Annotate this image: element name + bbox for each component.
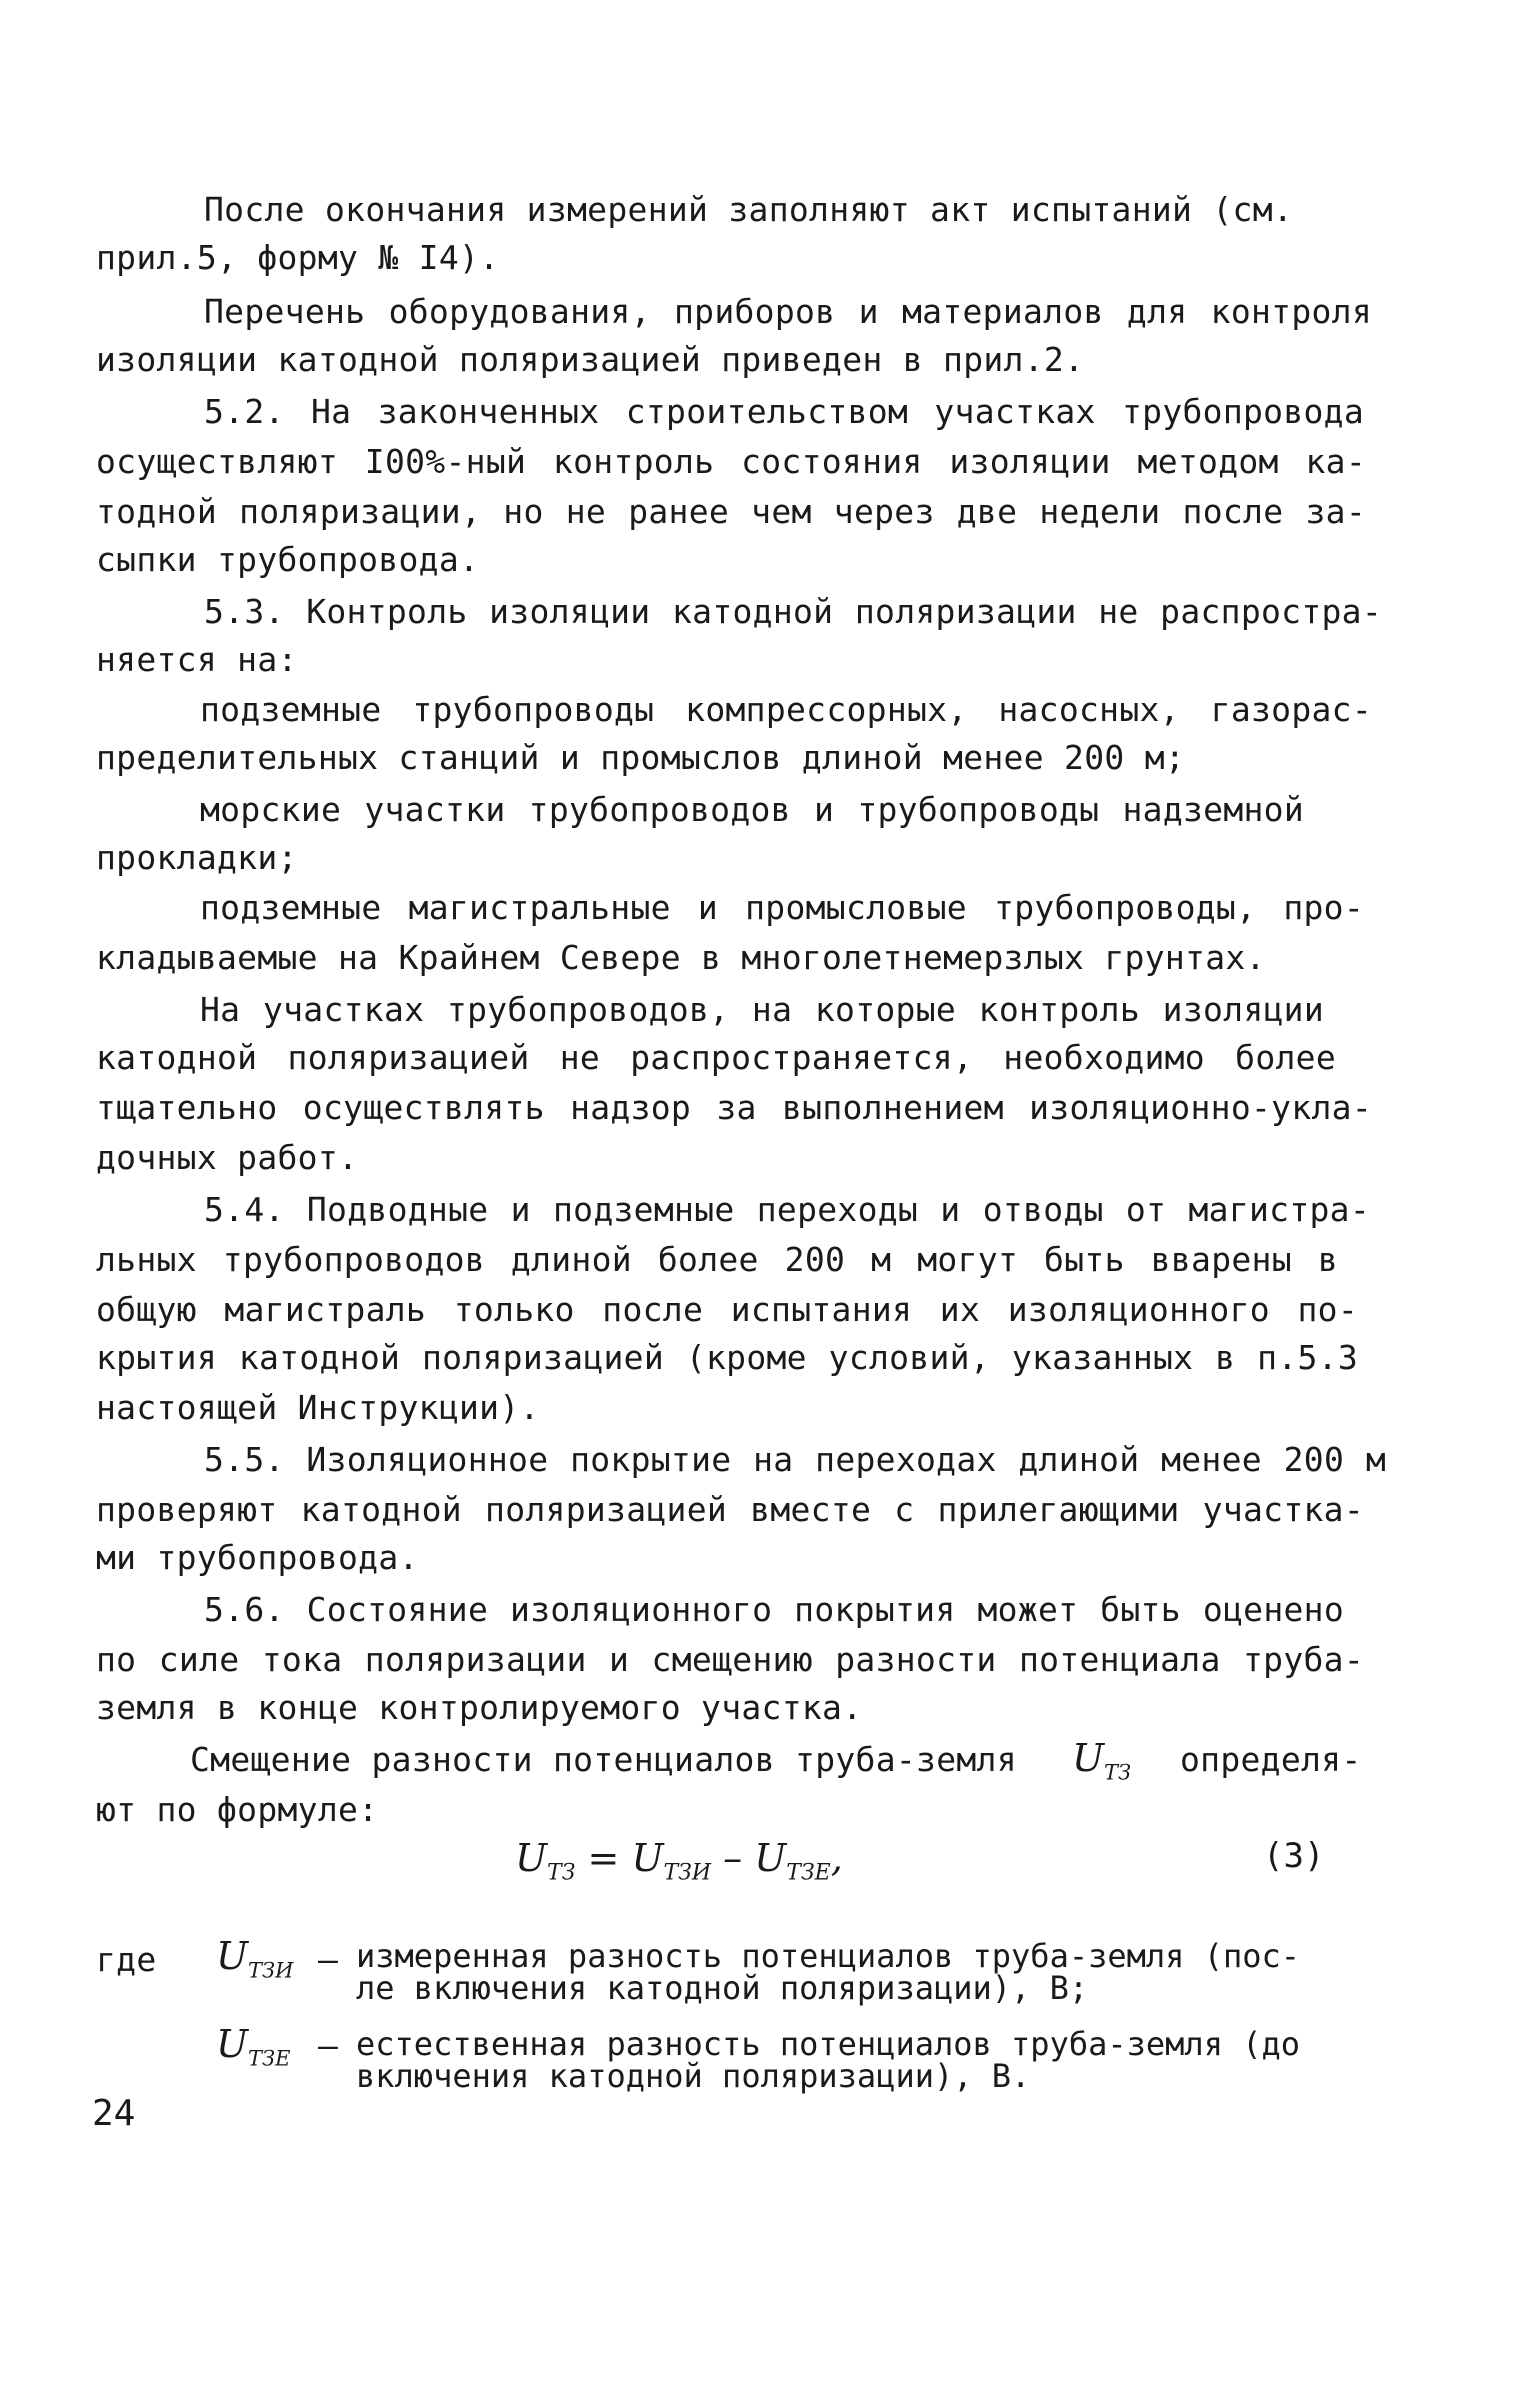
- text-line: тодной поляризации, но не ранее чем через две недели после за-: [96, 492, 1366, 531]
- text-line: по силе тока поляризации и смещению разности потенциала труба-: [96, 1640, 1364, 1679]
- text-line: прокладки;: [96, 838, 298, 877]
- definition-u-tze: естественная разность потенциалов труба-земля (до включения катодной поляризации), В.: [356, 2025, 1301, 2095]
- symbol-u-tze: $U_{ТЗЕ}$: [216, 2022, 291, 2071]
- text-line: катодной поляризацией не распространяется, необходимо более: [96, 1038, 1336, 1077]
- text-line: прил.5, форму № I4).: [96, 238, 500, 277]
- text-line: сыпки трубопровода.: [96, 540, 480, 579]
- text-line: настоящей Инструкции).: [96, 1388, 540, 1427]
- text-line: земля в конце контролируемого участка.: [96, 1688, 863, 1727]
- page-number: 24: [92, 2093, 136, 2134]
- text-line: пределительных станций и промыслов длиной менее 200 м;: [96, 738, 1186, 777]
- definition-u-tzi: измеренная разность потенциалов труба-земля (пос- ле включения катодной поляризации), В;: [356, 1937, 1301, 2007]
- text-line: 5.6. Состояние изоляционного покрытия может быть оценено: [204, 1590, 1344, 1629]
- list-item: морские участки трубопроводов и трубопроводы надземной: [200, 790, 1304, 829]
- text-line: проверяют катодной поляризацией вместе с прилегающими участка-: [96, 1490, 1364, 1529]
- text-line: ми трубопровода.: [96, 1538, 419, 1577]
- text-line: На участках трубопроводов, на которые контроль изоляции: [200, 990, 1324, 1029]
- text-line: няется на:: [96, 640, 298, 679]
- symbol-u-tz: $U_{ТЗ}$: [1072, 1736, 1132, 1785]
- symbol-u-tzi: $U_{ТЗИ}$: [216, 1934, 294, 1983]
- text-line: ют по формуле:: [96, 1790, 379, 1829]
- text-line: изоляции катодной поляризацией приведен в прил.2.: [96, 340, 1085, 379]
- text-line: крытия катодной поляризацией (кроме условий, указанных в п.5.3: [96, 1338, 1358, 1377]
- list-item: подземные магистральные и промысловые трубопроводы, про-: [200, 888, 1364, 927]
- text-line: 5.2. На законченных строительством участках трубопровода: [204, 392, 1364, 431]
- text-line: осуществляют I00%-ный контроль состояния изоляции методом ка-: [96, 442, 1366, 481]
- text-line: тщательно осуществлять надзор за выполнением изоляционно-укла-: [96, 1088, 1372, 1127]
- text-line: определя-: [1180, 1740, 1362, 1779]
- text-line: общую магистраль только после испытания их изоляционного по-: [96, 1290, 1358, 1329]
- text-line: льных трубопроводов длиной более 200 м могут быть вварены в: [96, 1240, 1338, 1279]
- where-label: где: [96, 1940, 157, 1979]
- text-line: 5.3. Контроль изоляции катодной поляризации не распростра-: [204, 592, 1382, 631]
- definition-dash: –: [318, 1940, 339, 1979]
- text-line: Смещение разности потенциалов труба-земля: [190, 1740, 1017, 1779]
- equation-number: (3): [1263, 1836, 1325, 1876]
- text-line: 5.4. Подводные и подземные переходы и отводы от магистра-: [204, 1190, 1370, 1229]
- text-line: Перечень оборудования, приборов и материалов для контроля: [204, 292, 1372, 331]
- formula-3: $U_{ТЗ} = U_{ТЗИ} - U_{ТЗЕ}$,: [515, 1836, 843, 1886]
- text-line: 5.5. Изоляционное покрытие на переходах длиной менее 200 м: [204, 1440, 1386, 1479]
- definition-dash: –: [318, 2026, 339, 2065]
- text-line: дочных работ.: [96, 1138, 359, 1177]
- text-line: После окончания измерений заполняют акт испытаний (см.: [204, 190, 1294, 229]
- text-line: кладываемые на Крайнем Севере в многолетнемерзлых грунтах.: [96, 938, 1266, 977]
- list-item: подземные трубопроводы компрессорных, насосных, газорас-: [200, 690, 1372, 729]
